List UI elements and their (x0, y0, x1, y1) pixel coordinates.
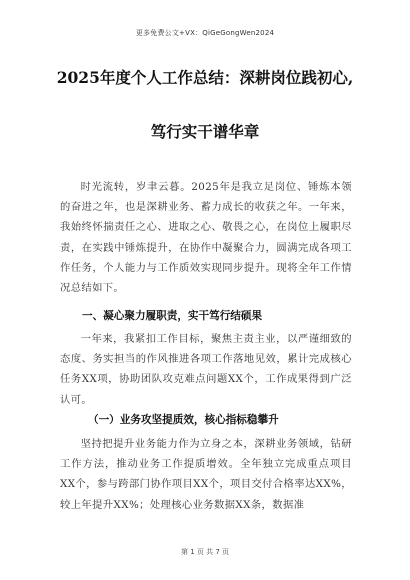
section-1-heading: 一、凝心聚力履职责，实干笃行结硕果 (82, 310, 263, 322)
page-header: 更多免费公文+VX：QiGeGongWen2024 (135, 29, 275, 37)
document-title-line-2: 笃行实干谱华章 (150, 122, 260, 141)
intro-paragraph: 时光流转，岁聿云暮。2025年是我立足岗位、锤炼本领的奋进之年，也是深耕业务、蓄力成长的收获之年。一年来，我始终怀揣责任之心、进取之心、敬畏之心，在岗位上履职尽责，在实践中锤炼提升，在协作中凝聚合力，圆满完成各项工作任务，个人能力与工作质效实现同步提升。现将全年工作情况总结如下。 (60, 181, 352, 295)
subsection-1-heading: （一）业务攻坚提质效，核心指标稳攀升 (88, 414, 279, 426)
document-title-line-1: 2025年度个人工作总结：深耕岗位践初心, (56, 68, 354, 87)
page-footer: 第 1 页 共 7 页 (180, 548, 230, 556)
subsection-1-paragraph: 坚持把提升业务能力作为立身之本，深耕业务领域，钻研工作方法，推动业务工作提质增效。全年独立完成重点项目XX个，参与跨部门协作项目XX个，项目交付合格率达XX%，较上年提升XX%；处理核心业务数据XX条，数据准 (60, 438, 352, 511)
section-1-paragraph: 一年来，我紧扣工作目标，聚焦主责主业，以严谨细致的态度、务实担当的作风推进各项工作落地见效，累计完成核心任务XX项，协助团队攻克难点问题XX个，工作成果得到广泛认可。 (60, 333, 352, 406)
